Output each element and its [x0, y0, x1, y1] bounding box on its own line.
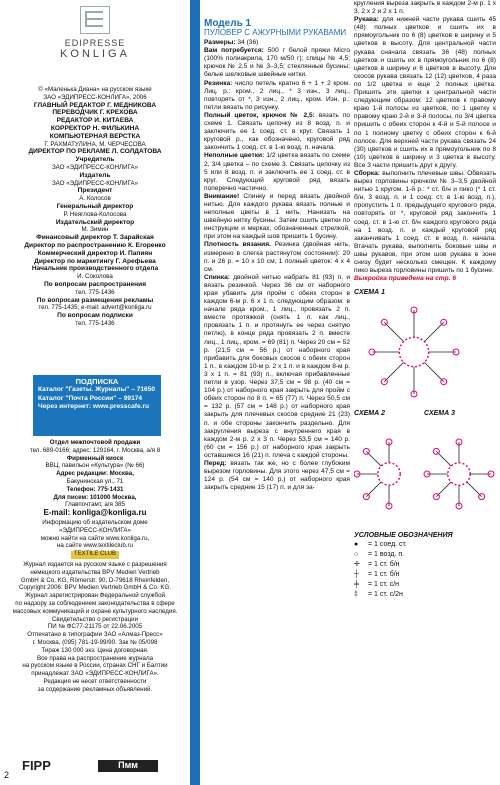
paragraph-text: число петель кратно 6 + 1 + 2 кром. Лиц. р.: кром., 2 лиц., * 3 изн., 3 лиц., повторять от *, 3 изн., 2 лиц., кром. Изн. р.: петли вязать по рисунку.	[204, 79, 350, 111]
credit-line: Коммерческий директор И. Папиян	[37, 249, 153, 257]
contact-line: Фирменный киоск	[66, 454, 124, 462]
credit-line: Финансовый директор Т. Зарайская	[36, 234, 154, 242]
paragraph-lead: Плотность вязания.	[204, 241, 271, 249]
instruction-paragraph	[204, 274, 350, 460]
credit-line: По вопросам распространения	[43, 280, 147, 288]
instruction-paragraph	[204, 112, 350, 152]
credit-line: Директор по распространению К. Егоренко	[24, 241, 166, 249]
subscription-box	[33, 375, 161, 436]
credit-line: ГЛАВНЫЙ РЕДАКТОР Г. МЕДНИКОВА	[33, 101, 157, 109]
credit-line: ДИРЕКТОР ПО РЕКЛАМЕ Л. СОЛДАТОВА	[28, 148, 162, 156]
instruction-paragraph	[204, 47, 350, 79]
legal-line: по надзору за соблюдением законодательства в сфере	[15, 599, 175, 607]
legend-symbol-icon: ●	[354, 540, 359, 548]
contact-line: Телефон: 775-1431	[66, 485, 124, 493]
legal-line: Журнал издается на русском языке с разрешения	[23, 560, 167, 568]
paragraph-lead: Спинка:	[204, 273, 230, 281]
legal-line: Все права на распространение журнала	[36, 654, 154, 662]
legal-line: Свидетельство о регистрации	[51, 615, 139, 623]
pmm-logo: Пмм	[98, 760, 158, 772]
site-info-line: Информацию об издательском доме	[42, 518, 148, 526]
legal-line: массовых коммуникаций и охране культурного наследия.	[12, 607, 178, 615]
credit-line: © «Маленька Диана» на русском языке	[38, 86, 152, 93]
credit-line: ПЕРЕВОДЧИК Г. КРЕХОВА	[52, 109, 138, 117]
legend-symbol-icon: ╪	[354, 580, 359, 588]
paragraph-text: для нижней части рукава сшить 45 (48) полных цветков и сшить их в прямоугольник по 6 (8) цветков в ширину и 5 цветков в высоту. Для центральной части рукава сначала связать 36 (48) полных цветков и сшить их в прямоугольник по 6 (8) цветков в ширину и 6 цветков в высоту. Для скосов рукава связать 12 (12) цветков, 4 раза по 1/2 цветка и еще 2 полных цветка. Пришить эти цветки к центральной части следующим образом: 12 цветков к правому краю 1-й полосы из цветков, по 1 цветку к правому краю 2-й и 3-й полосы, по 3/4 цветка пришить с обеих сторон к 4-й и 5-й полосе и по 1 полному цветку с обеих сторон к 6-й полосе. Для верхней части рукава связать 24 (30) цветков и сшить их в прямоугольник по 8 (10) цветков в ширину и 3 цветка в высоту. Все 3 части пришить друг к другу.	[354, 16, 496, 169]
credits-list	[4, 86, 186, 328]
credit-line: тел. 775-1435; e-mail: advert@konliga.ru	[38, 304, 152, 312]
paragraph-lead: Вам потребуется:	[204, 47, 264, 55]
contact-line: Адрес редакции: Москва,	[56, 470, 134, 478]
legend-title: УСЛОВНЫЕ ОБОЗНАЧЕНИЯ	[354, 531, 453, 539]
logo-name-2: KONLIGA	[60, 48, 130, 60]
credit-line: Директор по маркетингу Г. Арефьева	[34, 257, 156, 265]
legend-item	[354, 560, 496, 570]
legal-line: принадлежат ЗАО «ЭДИПРЕСС-КОНЛИГА».	[31, 670, 159, 678]
legend-symbol-icon: ‡	[354, 590, 358, 598]
paragraph-lead: Перед:	[204, 459, 227, 467]
paragraph-lead: Неполные цветки:	[204, 152, 265, 160]
credit-line: М. Зимин	[81, 226, 109, 234]
paragraph-lead: Внимание!	[204, 192, 240, 200]
legal-line: за содержание рекламных объявлений.	[37, 685, 153, 693]
paragraph-lead: Рукава:	[354, 16, 379, 24]
schema-2-3-diagram	[354, 424, 496, 524]
paragraph-text: 34 (36)	[235, 39, 259, 47]
instruction-paragraph	[204, 39, 350, 47]
instruction-paragraph	[354, 0, 496, 16]
credit-line: По вопросам подписки	[57, 312, 133, 320]
paragraph-lead: Полный цветок, крючок № 2,5:	[204, 111, 315, 119]
paragraph-lead: Размеры:	[204, 39, 236, 47]
credit-line: Начальник производственного отдела	[31, 265, 159, 273]
credit-line: А. Колосов	[79, 195, 111, 203]
paragraph-lead: Сборка:	[354, 169, 380, 177]
contact-line: ВВЦ, павильон «Культура» (№ 66)	[45, 462, 145, 470]
credit-line: ЗАО «ЭДИПРЕСС-КОНЛИГА», 2006	[43, 93, 147, 101]
pattern-reference: Выкройка приведена на стр. 6	[354, 275, 456, 283]
model-title: ПУЛОВЕР С АЖУРНЫМИ РУКАВАМИ	[204, 28, 347, 38]
textile-club-badge: TEXTILE CLUB	[71, 551, 119, 559]
contact-line: тел. 689-0166; адрес: 129164, г. Москва, а/я 8	[29, 446, 161, 454]
legal-line: Copyright 2006: BPV Medien Vertrieb GmbH & Co. KG.	[18, 584, 171, 592]
legend-item	[354, 540, 496, 550]
credit-line: Учредитель	[75, 156, 115, 164]
credit-line: тел. 775-1436	[75, 319, 115, 327]
legend-text: = 1 ст. с/2н	[368, 590, 403, 598]
page-number: 2	[4, 770, 10, 780]
legend-text: = 1 ст. с/н	[368, 580, 400, 588]
legend-symbol-icon: ✛	[354, 560, 360, 568]
subscription-line: Через интернет: www.presscafe.ru	[38, 403, 150, 411]
site-info-line: на сайте www.textileclub.ru	[56, 542, 133, 550]
credit-line: тел. 775-1436	[75, 288, 115, 296]
credit-line: Генеральный директор	[56, 202, 134, 210]
contact-line: Для писем: 101000 Москва,	[53, 493, 137, 501]
credit-line: КОМПЬЮТЕРНАЯ ВЕРСТКА	[49, 132, 141, 140]
schema-1-diagram	[354, 297, 496, 407]
column-divider	[190, 0, 200, 785]
contact-line: Отдел межпочтовой продажи	[49, 439, 141, 446]
subscription-line: Каталог "Газеты. Журналы" – 71650	[38, 386, 156, 393]
credit-line: ЗАО «ЭДИПРЕСС-КОНЛИГА»	[51, 179, 139, 187]
legal-line: GmbH & Co. KG, Römerstr. 90, D-79618 Rheinfelden,	[20, 576, 170, 584]
credit-line: По вопросам размещения рекламы	[36, 296, 154, 304]
credit-line: Р. Неяглова-Колосова	[63, 210, 127, 218]
contact-line: Главпочтамт, а/я 385	[65, 501, 125, 509]
legend-item	[354, 580, 496, 590]
legend-text: = 1 возд. п.	[368, 550, 405, 558]
legend-text: = 1 соед. ст.	[368, 540, 407, 548]
credits-column	[0, 0, 190, 785]
legend-item	[354, 590, 496, 600]
contacts-block	[4, 439, 186, 694]
legal-line: ПИ № ФС77-21175 от 22.06.2005	[47, 623, 143, 631]
legal-line: на русском языке в России, странах СНГ и Балтии	[22, 662, 168, 670]
credit-line: И. Соколова	[77, 273, 113, 281]
instruction-paragraph	[204, 80, 350, 112]
contact-line: Бакунинская ул., 71	[66, 477, 124, 485]
paragraph-lead: Резинка:	[204, 79, 233, 87]
logo-name-1: EDIPRESSE	[64, 38, 126, 48]
legal-line: Журнал зарегистрирован Федеральной службой	[24, 592, 165, 600]
subscription-title: ПОДПИСКА	[75, 377, 119, 386]
instruction-paragraph	[354, 170, 496, 275]
paragraph-text: вязать так же, но с более глубоким вырезом горловины. Для этого через 47,5 см = 124 р. (54 см = 140 р.) от наборного края закрыть средние 15 (17) п. и для за-	[204, 459, 350, 492]
schema-1-label: СХЕМА 1	[354, 289, 386, 297]
paragraph-text: вязать по схеме 1. Связать цепочку из 8 возд. п. и заключить ее 1 соед. ст. в круг. Связать 1 круговой р., как обозначено, круговой ряд закончить 1 соед. ст. в 1-ю возд. п. начала.	[204, 111, 350, 152]
article-column-1	[204, 0, 350, 492]
instruction-paragraph	[204, 193, 350, 242]
fipp-logo: FIPP	[22, 758, 51, 773]
credit-line: Г. РАХМАТУЛИНА, М. ЧЕРЧЕСОВА	[44, 140, 146, 148]
article-column-2	[354, 0, 496, 600]
credit-line: Издатель	[79, 171, 111, 179]
legal-line: г. Москва, (095) 781-19-99/90. Зак № 05/098	[32, 638, 158, 646]
schema-3-label: СХЕМА 3	[424, 410, 456, 418]
credit-line: Издательский директор	[55, 218, 135, 226]
instruction-paragraph	[204, 460, 350, 492]
legal-line: немецкого издательства BPV Medien Vertrieb	[30, 568, 160, 576]
paragraph-text: кругления выреза закрыть в каждом 2-м р. 1 х 3, 2 х 2 и 2 х 1 п.	[354, 0, 496, 16]
instruction-paragraph	[204, 152, 350, 192]
paragraph-text: двойной нитью набрать 81 (93) п. и вязать резинкой. Через 36 см от наборного края убавить для пройм с обеих сторон в каждом 6-м р. 6 х 1 п. следующим образом: в начале ряда кром., 1 лиц., провязать 2 п. вместе протяжкой (снять 1 п. как лиц., провязать 1 п. и протянуть ее через снятую петлю), в конце ряда провязать 2 п. вместе лиц., 1 лиц., кром. = 69 (81) п. Через 20 см = 52 р. (21,5 см = 56 р.) от наборного края прибавить для боковых скосов с обеих сторон 1 п., в каждом 10-м р. 2 х 1 п. и в каждом 8-м р. 3 х 1 п. = 81 (93) п., включая прибавленные петли в узор. Через 37,5 см = 98 р. (40 см = 104 р.) от наборного края закрыть для пройм с обеих сторон по 8 п. = 65 (77) п. Через 50,5 см = 132 р. (57 см = 148 р.) от наборного края закрыть для плечевых скосов средние 21 (23) п. и обе стороны закончить раздельно. Для закругления выреза с внутреннего края в каждом 2-м р. 2 х 3 п. Через 53,5 см = 140 р. (60 см = 156 р.) от наборного края закрыть оставшиеся 16 (21) п. плеча с каждой стороны.	[204, 273, 350, 459]
legend-text: = 1 ст. б/н	[368, 560, 400, 568]
legend-symbol-icon: ┼	[354, 570, 359, 578]
legend-text: = 1 ст. б/н	[368, 570, 400, 578]
email-link[interactable]: E-mail: konliga@konliga.ru	[43, 508, 147, 518]
instruction-paragraph	[204, 241, 350, 273]
credit-line: КОРРЕКТОР Н. ФИЛЬКИНА	[50, 124, 140, 132]
instruction-paragraph	[354, 275, 496, 283]
site-info-line: «ЭДИПРЕСС-КОНЛИГА»	[59, 526, 131, 534]
site-info-line: можно найти на сайте www.konliga.ru,	[40, 534, 150, 542]
model-heading: Модель 1	[204, 18, 252, 29]
logo-mark-icon	[80, 6, 110, 34]
credit-line: РЕДАКТОР И. КИТАЕВА	[56, 117, 134, 125]
schema-2-label: СХЕМА 2	[354, 410, 386, 418]
paragraph-text: Резинка (двойная нить, измерено в слегка растянутом состоянии): 20 п. и 26 р. = 10 х 10 см; 1 полный цветок: 4 х 4 см.	[204, 241, 351, 273]
legend-item	[354, 550, 496, 560]
paragraph-text: 1/2 цветка вязать по схеме 2, 3/4 цветка – по схеме 3. Связать цепочку из 5 или 8 возд. п. и заключить ее 1 соед. ст. в круг. Следующий круговой ряд вязать поперечно частично.	[204, 152, 350, 192]
legal-line: Тираж 130 000 экз. Цена договорная.	[41, 646, 149, 654]
paragraph-text: Спинку и перед вязать двойной нитью. Для каждого рукава вязать полные и неполные цветы в 1 нить. Нанизать на швейную нитку бусины. Затем сшить цветки по инструкции и мерках, обозначенных стрелкой, при этом на каждый шов пришить 1 бусину.	[204, 192, 350, 241]
legal-line: Отпечатано в типографии ЗАО «Алмаз-Пресс»	[27, 631, 163, 639]
credit-line: Президент	[77, 187, 113, 195]
legend-item	[354, 570, 496, 580]
publisher-logo	[0, 6, 190, 78]
legend-symbol-icon: ○	[354, 550, 359, 558]
legal-line: Редакция не несет ответственности	[43, 677, 147, 685]
paragraph-text: выполнить плечевые швы. Обвязать вырез горловины крючком № 3–3,5 двойной нитью 1 кругом. 1-й р.: * ст. б/н и пико (* 1 ст. б/н, 3 возд. п. и 1 соед. ст. в 1-ю возд. п.), пропустить 1 п. предыдущего кругового ряда, повторять от *, круговой ряд закончить 1 соед. ст. в 1-ю ст. б/н каждого кругового ряда на 1 возд. п. и каждый круговой ряд заканчивать 1 соед. ст. в возд. п. начала. Втачать рукава, выполнить боковые швы и швы рукавов, при этом шов рукава в зоне снизу будет несколько смещен. К каждому пико выреза горловины пришить по 1 бусине.	[354, 169, 496, 275]
instruction-paragraph	[354, 16, 496, 170]
paragraph-text: 500 г белой пряжи Micro (100% полиакрила, 170 м/50 г); спицы № 4,5; крючок № 2,5 и № 3–3,5; стеклянные бусины; белые шелковые швейные нитки.	[204, 47, 351, 79]
subscription-line: Каталог "Почта России" – 99174	[38, 394, 143, 402]
credit-line: ЗАО «ЭДИПРЕСС-КОНЛИГА»	[51, 163, 139, 171]
